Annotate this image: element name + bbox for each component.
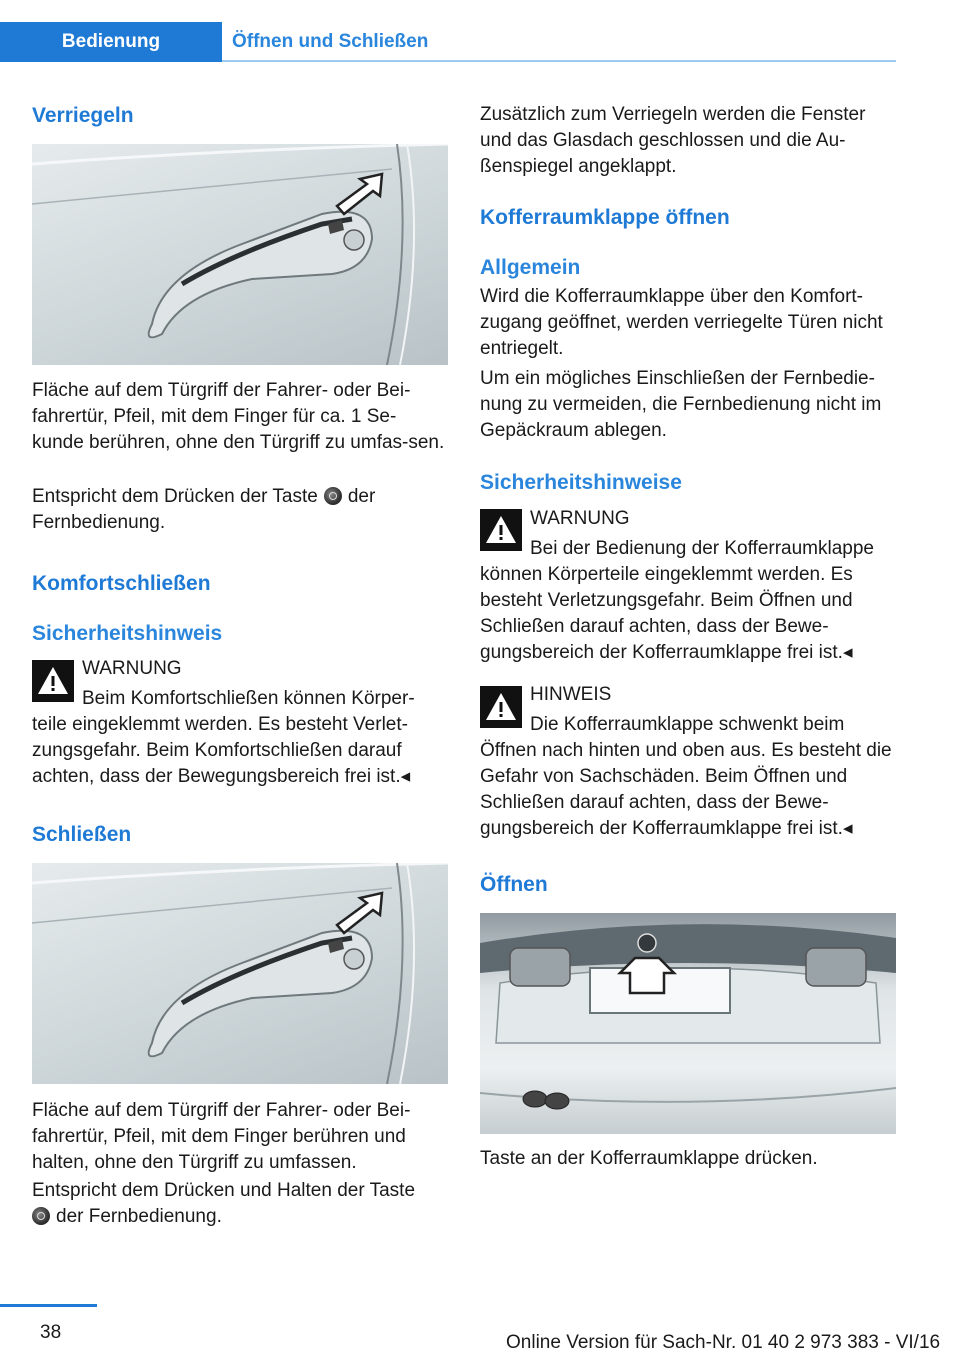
text-schliessen-2a: Entspricht dem Drücken und Halten der Taste	[32, 1180, 416, 1201]
warning-text-right: Bei der Bedienung der Kofferraumklappe können Körperteile eingeklemmt werden. Es besteht Verletzungsgefahr. Beim Öffnen und Schließen darauf achten, dass der Bewe-gungsbereich der Kofferraumklappe frei ist.◂	[480, 538, 874, 663]
heading-sicherheitshinweise: Sicherheitshinweise	[480, 471, 682, 494]
paragraph-intro: Zusätzlich zum Verriegeln werden die Fenster und das Glasdach geschlossen und die Au-ßenspiegel angeklappt.	[480, 104, 866, 177]
door-handle-illustration-2	[32, 863, 448, 1084]
trunk-image	[480, 913, 896, 1134]
text-verriegeln-2b: der Fernbedienung.	[32, 486, 376, 533]
footer-online-version: Online Version für Sach-Nr. 01 40 2 973 383 - VI/16	[506, 1332, 941, 1353]
paragraph-schliessen-2	[32, 1178, 448, 1230]
footer-divider	[0, 1304, 97, 1307]
text-schliessen-2b: der Fernbedienung.	[56, 1206, 222, 1227]
heading-allgemein: Allgemein	[480, 256, 581, 279]
tab-oeffnen-und-schliessen[interactable]: Öffnen und Schließen	[232, 31, 429, 52]
page-number: 38	[40, 1322, 62, 1343]
heading-schliessen: Schließen	[32, 823, 132, 846]
door-handle-image-close	[32, 863, 448, 1084]
paragraph-verriegeln-1: Fläche auf dem Türgriff der Fahrer- oder Bei-fahrertür, Pfeil, mit dem Finger für ca. 1 Se-kunde berühren, ohne den Türgriff zu umfas-sen.	[32, 380, 445, 453]
remote-lock-button-icon	[324, 487, 342, 505]
caption-oeffnen: Taste an der Kofferraumklappe drücken.	[480, 1148, 818, 1169]
paragraph-verriegeln-2	[32, 484, 448, 536]
heading-sicherheitshinweis: Sicherheitshinweis	[32, 622, 223, 645]
warning-label-right: WARNUNG	[530, 508, 630, 529]
door-handle-image-lock	[32, 144, 448, 365]
notice-text: Die Kofferraumklappe schwenkt beim Öffnen nach hinten und oben aus. Es besteht die Gefahr von Sachschäden. Beim Öffnen und Schließen darauf achten, dass der Bewe-gungsbereich der Kofferraumklappe frei ist.◂	[480, 714, 892, 839]
header-divider	[222, 60, 896, 62]
door-handle-illustration	[32, 144, 448, 365]
paragraph-schliessen-1: Fläche auf dem Türgriff der Fahrer- oder Bei-fahrertür, Pfeil, mit dem Finger berühren und halten, ohne den Türgriff zu umfassen.	[32, 1100, 411, 1173]
warning-label-left: WARNUNG	[82, 658, 182, 679]
notice-label: HINWEIS	[530, 684, 612, 705]
heading-komfortschliessen: Komfortschließen	[32, 572, 211, 595]
heading-verriegeln: Verriegeln	[32, 104, 134, 127]
page-header	[0, 0, 960, 62]
text-verriegeln-2a: Entspricht dem Drücken der Taste	[32, 486, 318, 507]
heading-oeffnen: Öffnen	[480, 873, 548, 896]
heading-kofferraumklappe-oeffnen: Kofferraumklappe öffnen	[480, 206, 730, 229]
remote-lock-button-icon-2	[32, 1207, 50, 1225]
warning-text-left: Beim Komfortschließen können Körper-teile eingeklemmt werden. Es besteht Verlet-zungsgefahr. Beim Komfortschließen darauf achten, dass der Bewegungsbereich frei ist.◂	[32, 688, 415, 787]
trunk-illustration	[480, 913, 896, 1134]
paragraph-allgemein-2: Um ein mögliches Einschließen der Fernbedie-nung zu vermeiden, die Fernbedienung nicht im Gepäckraum ablegen.	[480, 368, 882, 441]
paragraph-allgemein-1: Wird die Kofferraumklappe über den Komfort-zugang geöffnet, werden verriegelte Türen nicht entriegelt.	[480, 286, 883, 359]
tab-bedienung[interactable]: Bedienung	[0, 22, 222, 62]
